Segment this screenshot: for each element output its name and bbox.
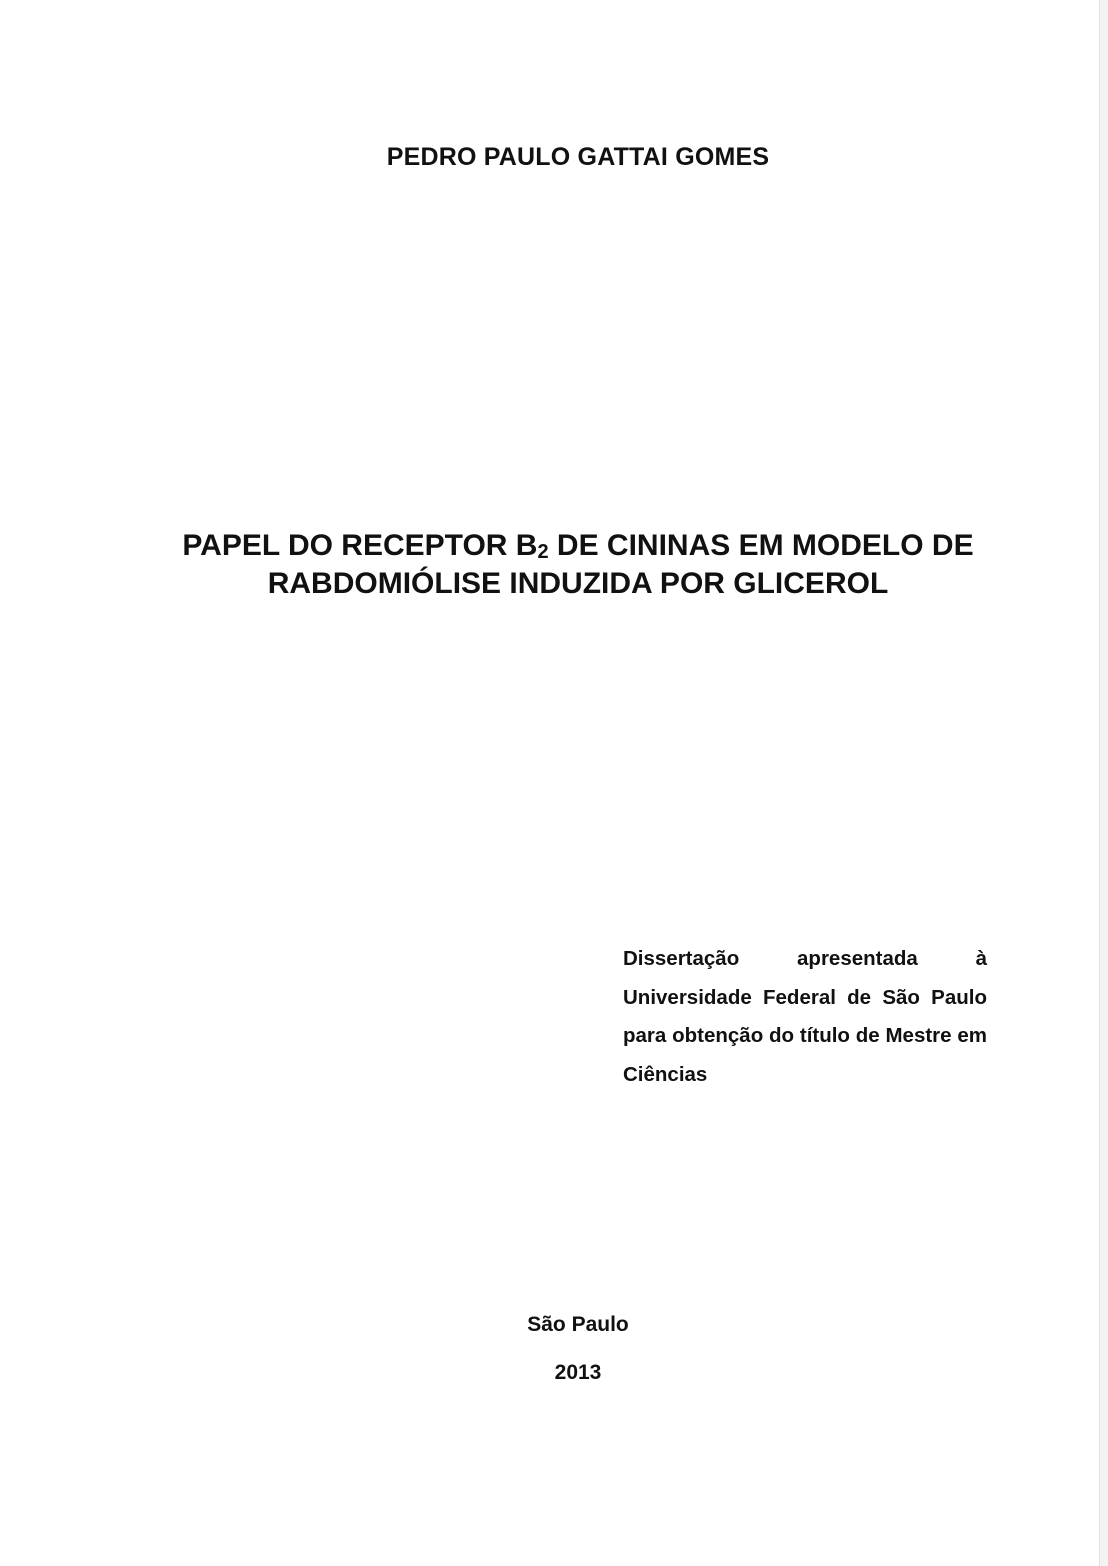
title-part-2: DE CININAS EM MODELO DE RABDOMIÓLISE INDUZIDA POR GLICEROL [267, 529, 974, 600]
publication-year: 2013 [554, 1361, 602, 1384]
document-title [140, 527, 1016, 603]
city-name: São Paulo [527, 1313, 629, 1336]
dissertation-note: Dissertação apresentada à Universidade Federal de São Paulo para obtenção do título de Mestre em Ciências [623, 947, 987, 1086]
author-name: PEDRO PAULO GATTAI GOMES [386, 143, 770, 171]
title-part-1: PAPEL DO RECEPTOR B [182, 529, 538, 562]
title-subscript: 2 [537, 541, 549, 563]
